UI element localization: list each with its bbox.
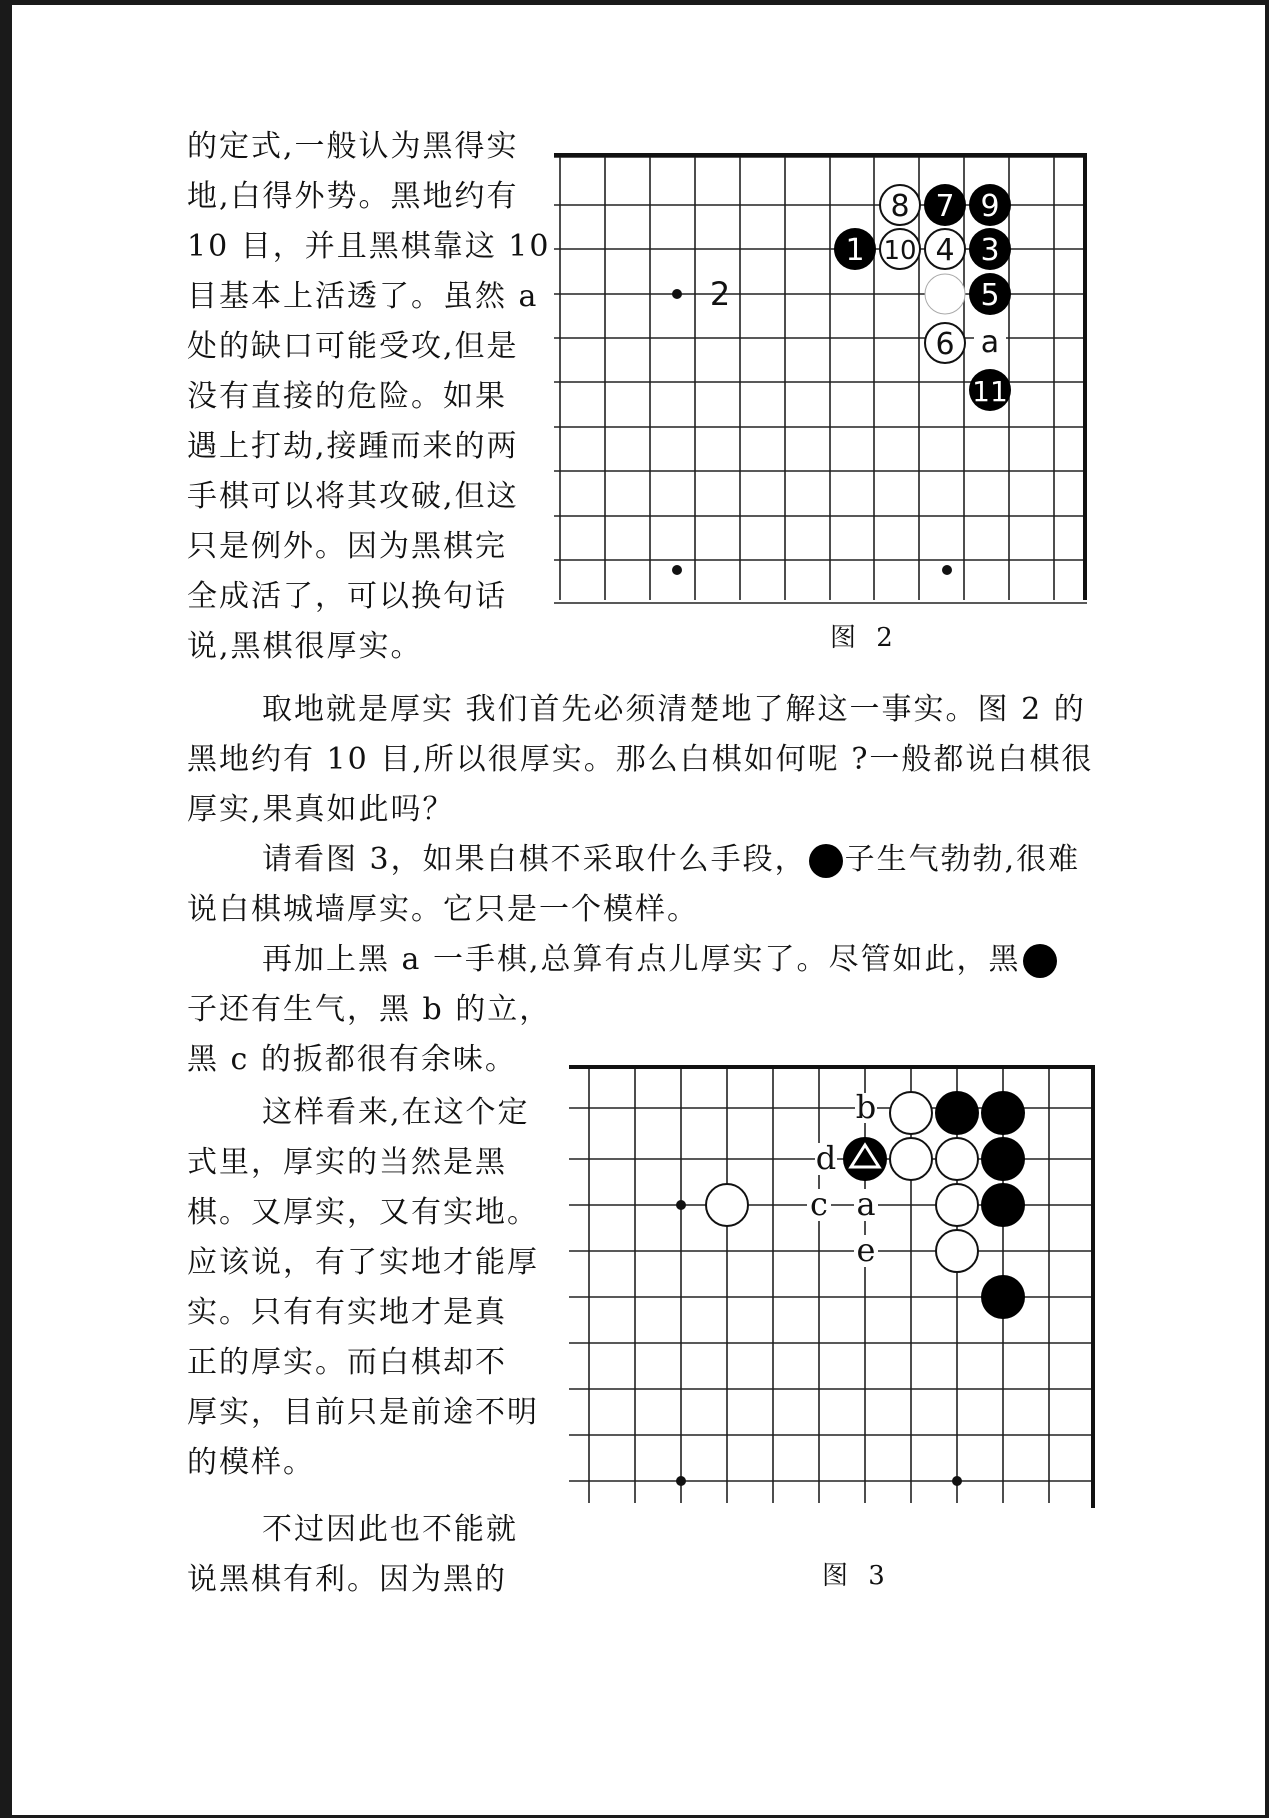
stone-number: 1 [845, 233, 865, 268]
point-letter: d [815, 1139, 837, 1177]
figure-2-caption: 图 2 [830, 623, 899, 653]
text-line: 子还有生气，黑 b 的立， [187, 992, 552, 1027]
text-line: 应该说，有了实地才能厚 [187, 1245, 539, 1280]
stone-number: 3 [980, 233, 1000, 268]
text-line: 这样看来,在这个定 [262, 1095, 530, 1130]
stone-number: 6 [935, 327, 955, 362]
white-stone [890, 1138, 932, 1180]
stone-number: 8 [890, 189, 910, 224]
go-diagram-figure-3 [567, 1063, 1097, 1518]
text-fragment: 再加上黑 a 一手棋,总算有点儿厚实了。尽管如此，黑 [262, 942, 1021, 977]
point-letter: a [980, 325, 1000, 360]
point-label-a [974, 325, 1006, 360]
black-stone [981, 1137, 1025, 1181]
white-stone-10 [880, 229, 920, 269]
text-line: 的模样。 [187, 1445, 315, 1480]
text-line: 说白棋城墙厚实。它只是一个模样。 [187, 892, 699, 927]
point-label-d [815, 1139, 837, 1177]
text-line: 10 目，并且黑棋靠这 10 [187, 229, 551, 264]
black-stone-triangle-marked [843, 1137, 887, 1181]
point-label-c [807, 1185, 831, 1223]
white-stone-8 [880, 185, 920, 225]
stone-number: 4 [935, 233, 955, 268]
white-stone [936, 1184, 978, 1226]
text-line: 没有直接的危险。如果 [187, 379, 507, 414]
black-stone-9 [969, 184, 1011, 226]
text-line: 全成活了，可以换句话 [187, 579, 507, 614]
black-stone-icon [1023, 944, 1057, 978]
stone-number: 10 [883, 236, 917, 266]
black-stone-7 [924, 184, 966, 226]
text-line: 目基本上活透了。虽然 a [187, 279, 539, 314]
text-line: 厚实,果真如此吗？ [187, 792, 455, 827]
point-label-a [854, 1185, 878, 1223]
text-line: 遇上打劫,接踵而来的两 [187, 429, 519, 464]
text-line: 厚实，目前只是前途不明 [187, 1395, 539, 1430]
book-page [12, 5, 1265, 1815]
white-stone [706, 1184, 748, 1226]
point-label-b [855, 1088, 877, 1126]
go-diagram-figure-2 [552, 145, 1092, 605]
black-stone [981, 1275, 1025, 1319]
point-letter: e [856, 1231, 876, 1269]
stone-number: 7 [935, 189, 955, 224]
point-letter: b [855, 1088, 877, 1126]
text-line: 黑 c 的扳都很有余味。 [187, 1042, 517, 1077]
white-stone-6 [925, 323, 965, 363]
text-line: 实。只有有实地才是真 [187, 1295, 507, 1330]
black-stone-11 [969, 369, 1011, 411]
black-stone-icon [809, 844, 843, 878]
stone-number: 9 [980, 189, 1000, 224]
text-line: 式里，厚实的当然是黑 [187, 1145, 507, 1180]
text-line: 说,黑棋很厚实。 [187, 629, 423, 664]
black-stone [981, 1183, 1025, 1227]
point-label-e [854, 1231, 878, 1269]
text-line: 的定式,一般认为黑得实 [187, 129, 519, 164]
black-stone [981, 1091, 1025, 1135]
black-stone [935, 1091, 979, 1135]
white-stone-unnumbered [925, 274, 965, 314]
figure-3-caption: 图 3 [822, 1561, 891, 1591]
text-line: 说黑棋有利。因为黑的 [187, 1562, 507, 1597]
white-stone [890, 1092, 932, 1134]
text-line [262, 935, 1059, 986]
stone-number: 5 [980, 278, 1000, 313]
text-fragment: 子生气勃勃,很难 [844, 842, 1081, 877]
text-line: 正的厚实。而白棋却不 [187, 1345, 507, 1380]
black-stone-1 [834, 228, 876, 270]
text-line: 不过因此也不能就 [262, 1512, 518, 1547]
stone-number: 2 [709, 275, 731, 313]
black-stone-3 [969, 228, 1011, 270]
text-line: 处的缺口可能受攻,但是 [187, 329, 519, 364]
black-stone-5 [969, 273, 1011, 315]
white-stone-4 [925, 229, 965, 269]
point-letter: c [810, 1185, 828, 1223]
text-line: 黑地约有 10 目,所以很厚实。那么白棋如何呢 ?一般都说白棋很 [187, 742, 1094, 777]
text-line: 棋。又厚实，又有实地。 [187, 1195, 539, 1230]
text-fragment: 请看图 3，如果白棋不采取什么手段， [262, 842, 807, 877]
text-line [262, 835, 1080, 886]
point-letter: a [856, 1185, 876, 1223]
white-stone [936, 1138, 978, 1180]
text-line: 取地就是厚实 我们首先必须清楚地了解这一事实。图 2 的 [262, 692, 1086, 727]
text-line: 地,白得外势。黑地约有 [187, 179, 519, 214]
white-stone-2 [710, 275, 730, 313]
stone-number: 11 [972, 375, 1008, 408]
text-line: 手棋可以将其攻破,但这 [187, 479, 519, 514]
text-line: 只是例外。因为黑棋完 [187, 529, 507, 564]
white-stone [936, 1230, 978, 1272]
